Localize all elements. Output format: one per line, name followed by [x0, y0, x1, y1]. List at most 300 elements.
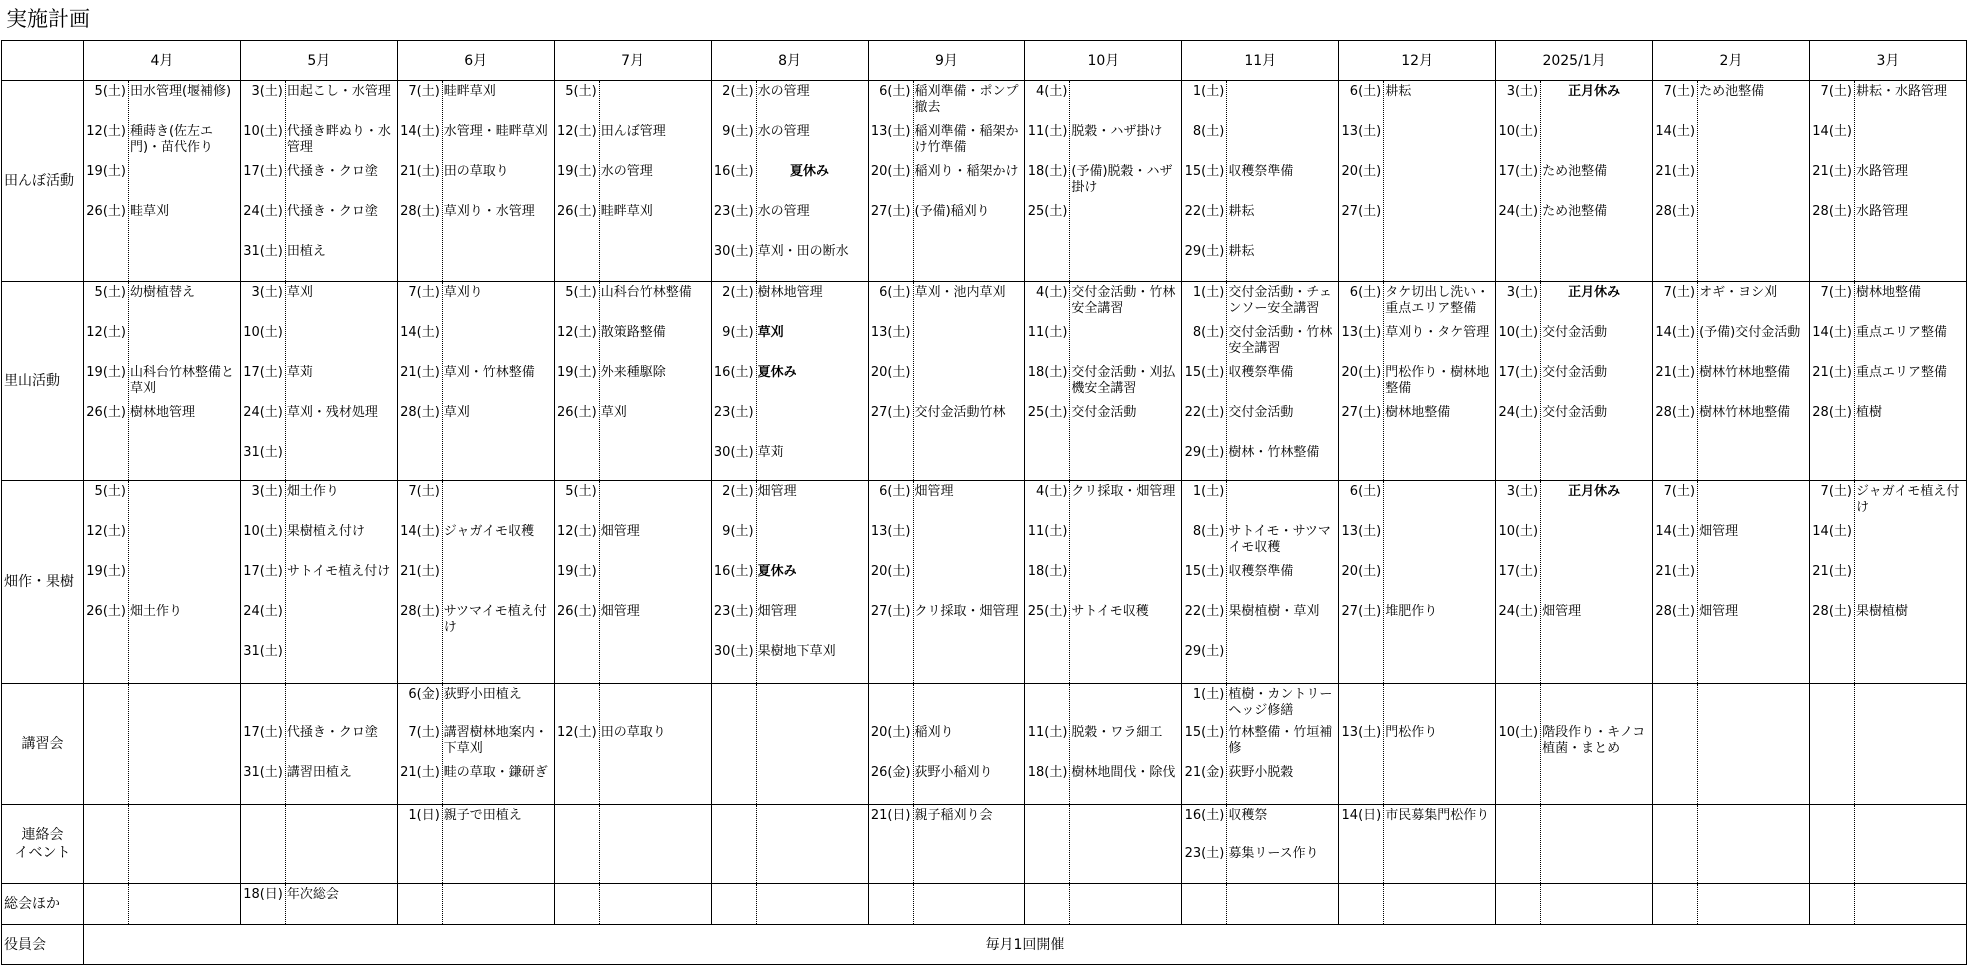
schedule-cell	[554, 884, 711, 925]
schedule-cell	[711, 684, 868, 805]
entry-date: 11(土)	[1027, 725, 1068, 740]
entry-date: 3(土)	[251, 84, 283, 99]
schedule-entry	[241, 765, 397, 781]
schedule-entry	[555, 405, 711, 421]
schedule-entry	[1182, 164, 1338, 180]
schedule-entry	[1653, 325, 1809, 341]
schedule-entry	[712, 445, 868, 461]
date-divider	[1383, 481, 1384, 683]
schedule-entry	[1339, 124, 1495, 140]
schedule-entry	[1025, 725, 1181, 741]
entry-date: 19(土)	[557, 564, 597, 579]
schedule-entry	[1182, 365, 1338, 381]
schedule-entry	[1182, 124, 1338, 140]
entry-date: 29(土)	[1184, 445, 1225, 460]
schedule-entry	[241, 325, 397, 341]
entry-text: 脱穀・ハザ掛け	[1071, 124, 1163, 139]
schedule-cell	[1025, 684, 1182, 805]
date-divider	[913, 684, 914, 804]
entry-date: 2(土)	[722, 285, 754, 300]
entry-date: 4(土)	[1035, 285, 1068, 300]
entry-text	[758, 524, 868, 540]
entry-text: サツマイモ植え付け	[443, 604, 547, 635]
entry-date: 25(土)	[1027, 405, 1068, 420]
schedule-entry	[1025, 564, 1181, 580]
entry-date: 26(土)	[557, 604, 597, 619]
schedule-cell	[711, 805, 868, 884]
entry-date: 3(土)	[251, 285, 283, 300]
schedule-entry	[1339, 484, 1495, 500]
row-label: 田んぼ活動	[2, 81, 84, 282]
entry-date: 1(土)	[1192, 687, 1225, 702]
entry-date: 6(土)	[879, 84, 911, 99]
schedule-cell	[1182, 481, 1339, 684]
entry-text: 畑管理	[1542, 604, 1582, 619]
date-divider	[128, 684, 129, 804]
entry-text: 稲刈り	[914, 725, 954, 740]
schedule-entry	[1496, 564, 1652, 580]
entry-date: 27(土)	[1341, 204, 1382, 219]
schedule-cell	[1339, 282, 1496, 481]
row-label: 里山活動	[2, 282, 84, 481]
entry-text: 収穫祭準備	[1228, 564, 1294, 579]
entry-date: 21(土)	[1812, 564, 1852, 579]
entry-text: 荻野小稲刈り	[914, 765, 993, 780]
entry-date: 25(土)	[1027, 204, 1068, 219]
schedule-entry	[869, 204, 1025, 220]
entry-date: 11(土)	[1027, 124, 1068, 139]
schedule-entry	[1496, 285, 1652, 301]
entry-text: 年次総会	[286, 887, 339, 902]
entry-text	[1385, 484, 1495, 500]
entry-date: 21(土)	[1812, 365, 1852, 380]
schedule-entry	[869, 325, 1025, 341]
schedule-cell	[1182, 805, 1339, 884]
schedule-entry	[555, 524, 711, 540]
entry-date: 23(土)	[713, 204, 754, 219]
entry-date: 21(土)	[400, 365, 440, 380]
schedule-cell	[1339, 805, 1496, 884]
entry-text: タケ切出し洗い・重点エリア整備	[1385, 285, 1490, 316]
schedule-entry	[1182, 846, 1338, 862]
date-divider	[599, 884, 600, 924]
entry-text: 重点エリア整備	[1855, 365, 1947, 380]
date-divider	[913, 282, 914, 480]
schedule-cell	[1025, 282, 1182, 481]
schedule-entry	[1496, 524, 1652, 540]
date-divider	[1697, 884, 1698, 924]
entry-date: 21(土)	[1655, 564, 1696, 579]
schedule-entry	[1653, 164, 1809, 180]
schedule-entry	[398, 164, 554, 180]
entry-date: 30(土)	[713, 445, 754, 460]
entry-date: 31(土)	[243, 244, 283, 259]
schedule-entry	[1653, 84, 1809, 100]
schedule-entry	[1810, 564, 1966, 580]
schedule-entry	[1810, 204, 1966, 220]
schedule-cell	[1182, 282, 1339, 481]
schedule-cell	[1496, 884, 1653, 925]
entry-text: 水の管理	[757, 204, 810, 219]
date-divider	[128, 481, 129, 683]
entry-date: 7(土)	[408, 725, 440, 740]
entry-date: 13(土)	[1341, 524, 1382, 539]
schedule-cell	[240, 805, 397, 884]
entry-date: 9(土)	[722, 524, 754, 539]
entry-text: 交付金活動・刈払機安全講習	[1071, 365, 1176, 396]
month-header: 6月	[397, 41, 554, 81]
entry-text: 草刈り	[443, 285, 483, 300]
schedule-cell	[1496, 684, 1653, 805]
entry-date: 13(土)	[870, 124, 911, 139]
schedule-entry	[712, 644, 868, 660]
entry-date: 17(土)	[1498, 365, 1539, 380]
schedule-cell	[240, 684, 397, 805]
schedule-entry	[555, 725, 711, 741]
schedule-cell	[1653, 81, 1810, 282]
schedule-cell	[397, 684, 554, 805]
entry-text: 耕耘・水路管理	[1855, 84, 1947, 99]
entry-text: オギ・ヨシ刈	[1699, 285, 1778, 300]
entry-text	[601, 484, 711, 500]
entry-text: 草苅	[286, 365, 313, 380]
entry-date: 29(土)	[1184, 644, 1225, 659]
entry-date: 6(金)	[408, 687, 440, 702]
entry-date: 20(土)	[870, 725, 911, 740]
entry-text: ジャガイモ収穫	[443, 524, 535, 539]
schedule-entry	[712, 365, 868, 381]
entry-text: 交付金活動	[1542, 405, 1608, 420]
entry-text: 夏休み	[757, 564, 797, 579]
entry-date: 4(土)	[1035, 484, 1068, 499]
entry-date: 12(土)	[86, 524, 126, 539]
schedule-entry	[1025, 124, 1181, 140]
entry-date: 18(土)	[1027, 564, 1068, 579]
entry-text	[1228, 124, 1338, 140]
date-divider	[1854, 805, 1855, 883]
entry-text	[130, 524, 240, 540]
entry-date: 20(土)	[1341, 164, 1382, 179]
schedule-entry	[555, 564, 711, 580]
entry-text: 畑管理	[914, 484, 954, 499]
date-divider	[1226, 884, 1227, 924]
entry-text: 畑土作り	[129, 604, 182, 619]
entry-date: 10(土)	[1498, 524, 1539, 539]
entry-text	[1699, 204, 1809, 220]
schedule-entry	[712, 524, 868, 540]
schedule-entry	[1339, 808, 1495, 824]
schedule-entry	[398, 365, 554, 381]
entry-text	[1071, 564, 1181, 580]
schedule-cell	[1496, 282, 1653, 481]
entry-text	[1228, 484, 1338, 500]
entry-date: 28(土)	[400, 204, 440, 219]
date-divider	[442, 481, 443, 683]
schedule-cell	[1339, 81, 1496, 282]
entry-text: 代掻き畔ぬり・水管理	[286, 124, 391, 155]
entry-text: 水路管理	[1855, 204, 1908, 219]
schedule-entry	[712, 405, 868, 421]
schedule-entry	[84, 164, 240, 180]
entry-text: 山科台竹林整備と草刈	[129, 365, 234, 396]
schedule-entry	[84, 365, 240, 397]
entry-text: 脱穀・ワラ細工	[1071, 725, 1163, 740]
entry-date: 15(土)	[1184, 564, 1225, 579]
schedule-cell	[240, 282, 397, 481]
entry-date: 9(土)	[722, 124, 754, 139]
entry-date: 14(土)	[1812, 325, 1852, 340]
entry-text: 正月休み	[1568, 84, 1621, 99]
schedule-entry	[398, 765, 554, 781]
entry-text: 水の管理	[757, 84, 810, 99]
entry-date: 9(土)	[722, 325, 754, 340]
entry-date: 8(土)	[1192, 524, 1225, 539]
schedule-cell	[711, 481, 868, 684]
entry-date: 28(土)	[1812, 604, 1852, 619]
schedule-entry	[555, 604, 711, 620]
entry-date: 7(土)	[1663, 285, 1696, 300]
entry-text	[130, 564, 240, 580]
schedule-entry	[555, 365, 711, 381]
entry-date: 26(土)	[557, 204, 597, 219]
schedule-entry	[869, 484, 1025, 500]
schedule-entry	[241, 564, 397, 580]
schedule-cell	[83, 805, 240, 884]
entry-text: 稲刈り・稲架かけ	[914, 164, 1019, 179]
schedule-entry	[555, 164, 711, 180]
schedule-cell	[397, 81, 554, 282]
entry-text: ため池整備	[1542, 204, 1608, 219]
entry-date: 18(土)	[1027, 365, 1068, 380]
entry-text: 稲刈準備・ポンプ撤去	[914, 84, 1019, 115]
entry-date: 1(土)	[1192, 84, 1225, 99]
entry-text: 水路管理	[1855, 164, 1908, 179]
schedule-entry	[1653, 524, 1809, 540]
entry-date: 27(土)	[870, 204, 911, 219]
entry-text: 竹林整備・竹垣補修	[1228, 725, 1333, 756]
entry-date: 28(土)	[1812, 405, 1852, 420]
month-header: 4月	[83, 41, 240, 81]
schedule-entry	[1339, 325, 1495, 341]
entry-text: 市民募集門松作り	[1385, 808, 1490, 823]
entry-date: 28(土)	[400, 604, 440, 619]
entry-date: 3(土)	[1506, 84, 1539, 99]
entry-date: 19(土)	[557, 365, 597, 380]
entry-date: 25(土)	[1027, 604, 1068, 619]
entry-date: 24(土)	[243, 204, 283, 219]
schedule-cell	[397, 805, 554, 884]
schedule-entry	[1182, 325, 1338, 357]
entry-text	[1542, 124, 1652, 140]
schedule-entry	[398, 325, 554, 341]
entry-date: 15(土)	[1184, 164, 1225, 179]
entry-text: 畑管理	[600, 524, 640, 539]
entry-date: 2(土)	[722, 84, 754, 99]
entry-date: 17(土)	[1498, 564, 1539, 579]
entry-text: 田の草取り	[443, 164, 509, 179]
entry-date: 23(土)	[713, 405, 754, 420]
entry-text	[444, 484, 554, 500]
entry-date: 12(土)	[557, 524, 597, 539]
schedule-entry	[869, 285, 1025, 301]
schedule-cell	[868, 282, 1025, 481]
entry-text: 門松作り	[1385, 725, 1438, 740]
entry-text: 草刈	[443, 405, 470, 420]
schedule-cell	[1025, 884, 1182, 925]
schedule-cell	[1025, 81, 1182, 282]
entry-text	[1385, 524, 1495, 540]
schedule-entry	[712, 604, 868, 620]
entry-text	[130, 164, 240, 180]
entry-text	[1385, 124, 1495, 140]
row-label: 畑作・果樹	[2, 481, 84, 684]
entry-text: 草刈・田の断水	[757, 244, 849, 259]
schedule-entry	[555, 124, 711, 140]
schedule-entry	[241, 365, 397, 381]
schedule-cell	[868, 81, 1025, 282]
schedule-entry	[398, 204, 554, 220]
activity-row	[2, 481, 1967, 684]
entry-date: 26(土)	[86, 604, 126, 619]
date-divider	[1383, 884, 1384, 924]
schedule-entry	[1496, 164, 1652, 180]
entry-text	[444, 325, 554, 341]
entry-text	[1856, 524, 1966, 540]
schedule-entry	[1025, 325, 1181, 341]
schedule-entry	[1339, 204, 1495, 220]
entry-date: 24(土)	[243, 405, 283, 420]
entry-text: 交付金活動	[1542, 325, 1608, 340]
entry-text: 親子で田植え	[443, 808, 522, 823]
entry-date: 7(土)	[1820, 285, 1852, 300]
entry-date: 17(土)	[243, 365, 283, 380]
schedule-entry	[1182, 644, 1338, 660]
entry-date: 1(日)	[408, 808, 440, 823]
entry-text: サトイモ収穫	[1071, 604, 1149, 619]
entry-text: (予備)稲刈り	[914, 204, 990, 219]
entry-date: 14(土)	[1812, 124, 1852, 139]
activity-row	[2, 282, 1967, 481]
entry-date: 5(土)	[94, 285, 126, 300]
date-divider	[1854, 282, 1855, 480]
schedule-cell	[1182, 684, 1339, 805]
entry-text	[1856, 564, 1966, 580]
entry-text: 畑管理	[1699, 524, 1739, 539]
entry-date: 5(土)	[94, 484, 126, 499]
date-divider	[1697, 481, 1698, 683]
date-divider	[1854, 884, 1855, 924]
entry-date: 15(土)	[1184, 365, 1225, 380]
entry-date: 22(土)	[1184, 204, 1225, 219]
schedule-cell	[1496, 481, 1653, 684]
schedule-entry	[712, 84, 868, 100]
entry-date: 16(土)	[1184, 808, 1225, 823]
entry-date: 24(土)	[1498, 204, 1539, 219]
entry-date: 28(土)	[1812, 204, 1852, 219]
entry-date: 3(土)	[1506, 484, 1539, 499]
schedule-entry	[1653, 405, 1809, 421]
entry-date: 13(土)	[870, 524, 911, 539]
entry-text: 畦の草取・鎌研ぎ	[443, 765, 548, 780]
schedule-entry	[398, 604, 554, 636]
entry-text: 散策路整備	[600, 325, 666, 340]
entry-text	[1385, 164, 1495, 180]
month-header: 7月	[554, 41, 711, 81]
schedule-cell	[1653, 481, 1810, 684]
entry-date: 13(土)	[870, 325, 911, 340]
date-divider	[1069, 481, 1070, 683]
entry-date: 13(土)	[1341, 325, 1382, 340]
date-divider	[1383, 81, 1384, 281]
schedule-entry	[1182, 285, 1338, 317]
schedule-entry	[1182, 808, 1338, 824]
entry-text: 畑管理	[757, 604, 797, 619]
entry-text: 田植え	[286, 244, 326, 259]
row-label: 総会ほか	[2, 884, 84, 925]
entry-text: 夏休み	[790, 164, 830, 179]
schedule-cell	[1182, 884, 1339, 925]
schedule-cell	[711, 81, 868, 282]
schedule-entry	[84, 285, 240, 301]
schedule-cell	[868, 805, 1025, 884]
schedule-entry	[1810, 164, 1966, 180]
date-divider	[1540, 81, 1541, 281]
schedule-entry	[555, 204, 711, 220]
entry-date: 28(土)	[1655, 204, 1696, 219]
entry-text	[287, 325, 397, 341]
schedule-cell	[554, 282, 711, 481]
schedule-entry	[555, 285, 711, 301]
schedule-entry	[1653, 604, 1809, 620]
entry-text	[1071, 84, 1181, 100]
schedule-entry	[398, 808, 554, 824]
schedule-cell	[1339, 684, 1496, 805]
schedule-entry	[1025, 84, 1181, 100]
entry-text: 山科台竹林整備	[600, 285, 692, 300]
entry-text: 交付金活動・竹林安全講習	[1228, 325, 1333, 356]
date-divider	[1697, 282, 1698, 480]
entry-text: 重点エリア整備	[1855, 325, 1947, 340]
schedule-entry	[1339, 725, 1495, 741]
schedule-entry	[84, 484, 240, 500]
entry-text: 講習田植え	[286, 765, 352, 780]
entry-date: 7(土)	[408, 285, 440, 300]
schedule-cell	[868, 884, 1025, 925]
date-divider	[442, 884, 443, 924]
schedule-cell	[1496, 81, 1653, 282]
entry-text	[1385, 204, 1495, 220]
schedule-cell	[1809, 805, 1966, 884]
footer-text: 毎月1回開催	[83, 925, 1966, 965]
entry-text: 樹林竹林地整備	[1699, 405, 1791, 420]
entry-date: 3(土)	[251, 484, 283, 499]
date-divider	[599, 481, 600, 683]
schedule-entry	[1339, 164, 1495, 180]
entry-text: 田の草取り	[600, 725, 666, 740]
month-header: 11月	[1182, 41, 1339, 81]
entry-date: 13(土)	[1341, 124, 1382, 139]
schedule-entry	[1182, 244, 1338, 260]
entry-date: 12(土)	[86, 124, 126, 139]
entry-text: 果樹植樹・草刈	[1228, 604, 1320, 619]
entry-text	[1699, 484, 1809, 500]
entry-date: 21(土)	[400, 164, 440, 179]
entry-text	[601, 564, 711, 580]
schedule-entry	[712, 564, 868, 580]
schedule-entry	[1339, 604, 1495, 620]
entry-date: 10(土)	[243, 124, 283, 139]
schedule-entry	[241, 285, 397, 301]
